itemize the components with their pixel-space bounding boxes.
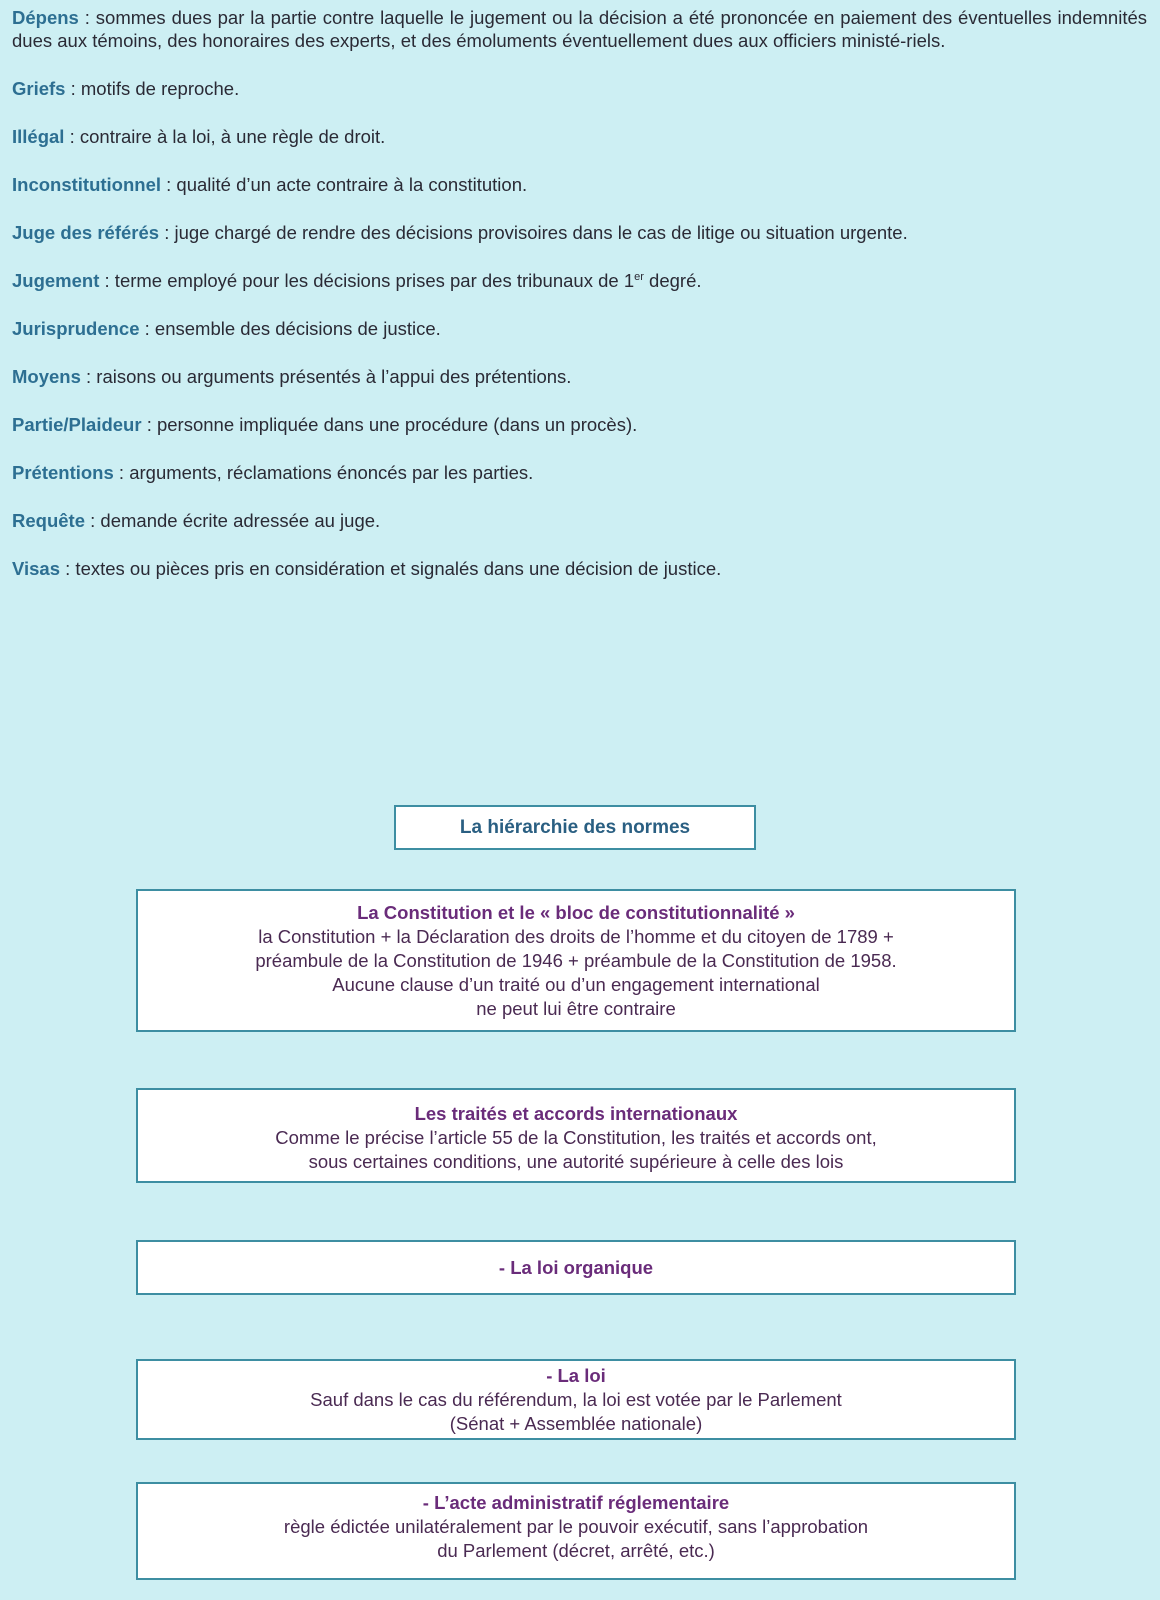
norm-text-line: la Constitution + la Déclaration des droits de l’homme et du citoyen de 1789 +: [258, 926, 894, 947]
norm-heading: Les traités et accords internationaux: [414, 1103, 738, 1124]
norm-text-line: (Sénat + Assemblée nationale): [449, 1413, 703, 1434]
glossary-term: Visas: [12, 558, 61, 579]
glossary-term: Jugement: [12, 270, 100, 291]
norm-heading: - L’acte administratif réglementaire: [422, 1492, 730, 1513]
norm-text-line: ne peut lui être contraire: [476, 998, 676, 1019]
norm-text-line: sous certaines conditions, une autorité supérieure à celle des lois: [308, 1151, 844, 1172]
glossary-term: Jurisprudence: [12, 318, 140, 339]
norm-heading: - La loi organique: [498, 1257, 654, 1278]
glossary-term: Dépens: [12, 7, 79, 28]
glossary-term: Inconstitutionnel: [12, 174, 162, 195]
norm-box-traites: [136, 1088, 1016, 1183]
glossary-entry: [12, 413, 1147, 436]
norm-box-loi-organique: [136, 1240, 1016, 1295]
glossary-entry: [12, 77, 1147, 100]
hierarchy-title-box: [394, 805, 756, 850]
glossary-definition: : raisons ou arguments présentés à l’appui des prétentions.: [80, 366, 572, 387]
glossary-entry: [12, 6, 1147, 52]
norm-text-line: Aucune clause d’un traité ou d’un engagement international: [332, 974, 820, 995]
glossary-definition: : motifs de reproche.: [65, 78, 240, 99]
norm-box-loi: [136, 1359, 1016, 1440]
glossary-entry: [12, 221, 1147, 244]
glossary-entry: [12, 269, 1147, 292]
norm-box-acte-administratif: [136, 1482, 1016, 1580]
glossary-definition: : qualité d’un acte contraire à la constitution.: [161, 174, 528, 195]
norm-text-line: préambule de la Constitution de 1946 + préambule de la Constitution de 1958.: [255, 950, 897, 971]
glossary-entry: [12, 365, 1147, 388]
glossary-definition: : demande écrite adressée au juge.: [85, 510, 381, 531]
norm-text-line: Sauf dans le cas du référendum, la loi est votée par le Parlement: [310, 1389, 842, 1410]
glossary-term: Juge des référés: [12, 222, 160, 243]
glossary-term: Illégal: [12, 126, 65, 147]
glossary-entry: [12, 317, 1147, 340]
glossary-term: Partie/Plaideur: [12, 414, 142, 435]
glossary-definition: : ensemble des décisions de justice.: [139, 318, 441, 339]
glossary-definition: degré.: [643, 270, 702, 291]
norm-text-line: règle édictée unilatéralement par le pouvoir exécutif, sans l’approbation: [283, 1516, 869, 1537]
glossary-term: Requête: [12, 510, 85, 531]
glossary-term: Prétentions: [12, 462, 114, 483]
glossary-definition: : contraire à la loi, à une règle de droit.: [64, 126, 386, 147]
glossary-definition: : personne impliquée dans une procédure (dans un procès).: [141, 414, 638, 435]
superscript: er: [634, 271, 644, 283]
hierarchy-title: La hiérarchie des normes: [459, 816, 691, 838]
glossary-definition: : arguments, réclamations énoncés par les parties.: [113, 462, 534, 483]
glossary-term: Moyens: [12, 366, 81, 387]
glossary-entry: [12, 125, 1147, 148]
norm-text-line: du Parlement (décret, arrêté, etc.): [437, 1540, 715, 1561]
glossary-definition: : textes ou pièces pris en considération et signalés dans une décision de justice.: [60, 558, 722, 579]
glossary-entry: [12, 461, 1147, 484]
norm-box-constitution: [136, 889, 1016, 1032]
norm-heading: - La loi: [546, 1365, 606, 1386]
glossary-definition: : sommes dues par la partie contre laquelle le jugement ou la décision a été prononcée en paiement des éventuelles indemnités dues aux témoins, des honoraires des experts, et des émoluments éventuellement dues aux officiers ministé-riels.: [12, 7, 1147, 51]
glossary-entry: [12, 173, 1147, 196]
glossary-definition: : terme employé pour les décisions prises par des tribunaux de 1: [99, 270, 635, 291]
glossary-entry: [12, 557, 1147, 580]
norm-text-line: Comme le précise l’article 55 de la Constitution, les traités et accords ont,: [275, 1127, 877, 1148]
norm-heading: La Constitution et le « bloc de constitutionnalité »: [357, 902, 795, 923]
glossary-definition: : juge chargé de rendre des décisions provisoires dans le cas de litige ou situation urgente.: [159, 222, 908, 243]
glossary-term: Griefs: [12, 78, 66, 99]
glossary-list: [12, 6, 1147, 605]
glossary-entry: [12, 509, 1147, 532]
